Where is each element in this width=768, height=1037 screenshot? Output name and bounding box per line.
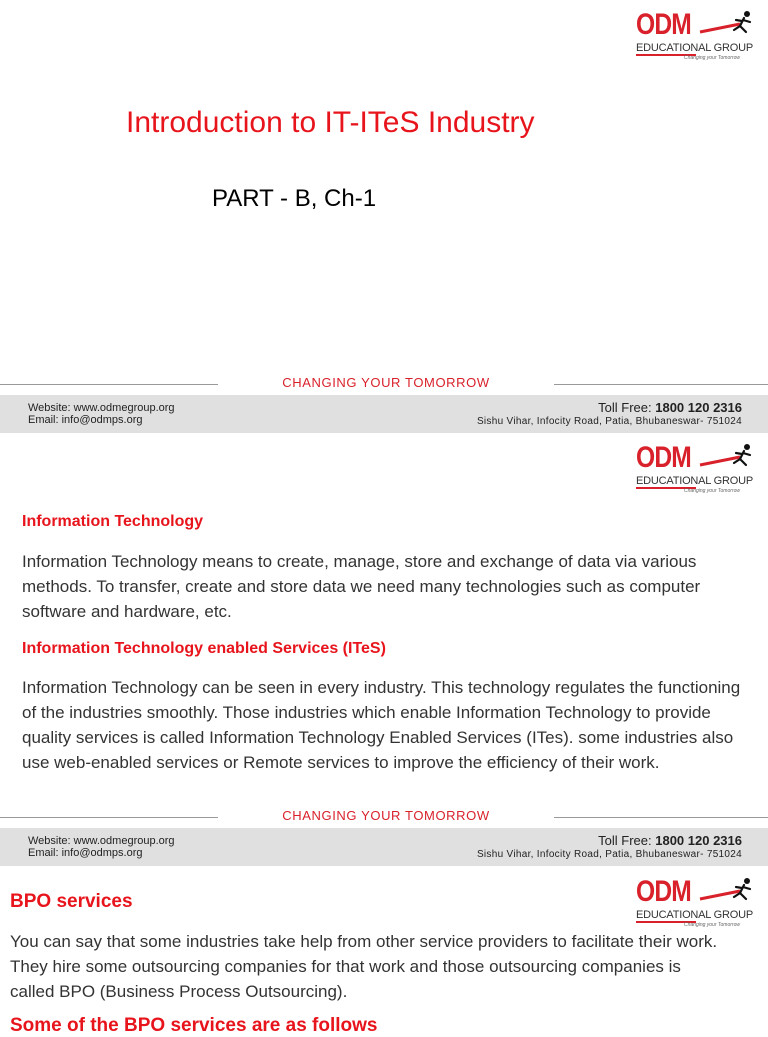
heading-ites: Information Technology enabled Services (ITeS) [22, 640, 386, 657]
slide-footer [0, 375, 768, 433]
footer-email: Email: info@odmps.org [28, 414, 143, 426]
runner-icon [700, 10, 756, 40]
heading-bpo-services-list: Some of the BPO services are as follows [10, 1015, 378, 1036]
logo-brand: ODM [636, 441, 691, 474]
footer-website: Website: www.odmegroup.org [28, 835, 175, 847]
footer-divider [554, 384, 768, 385]
footer-email: Email: info@odmps.org [28, 847, 143, 859]
paragraph-information-technology: Information Technology means to create, manage, store and exchange of data via various methods. To transfer, create and store data we need many technologies such as computer software and hardware, etc. [22, 552, 701, 621]
logo-group: EDUCATIONAL GROUP [636, 909, 754, 921]
slide-information-technology [0, 433, 768, 867]
footer-divider [0, 817, 218, 818]
paragraph-bpo-services: You can say that some industries take help from other service providers to facilitate their work. They hire some outsourcing companies for that work and those outsourcing companies is called BPO (Business Process Outsourcing). [10, 932, 718, 1001]
footer-divider [554, 817, 768, 818]
footer-address: Sishu Vihar, Infocity Road, Patia, Bhubaneswar- 751024 [476, 849, 742, 860]
footer-contact-bar [0, 395, 768, 433]
logo-group: EDUCATIONAL GROUP [636, 42, 754, 54]
footer-tagline: CHANGING YOUR TOMORROW [282, 808, 490, 823]
slide-title-text: Introduction to IT-ITeS Industry [126, 106, 535, 139]
slide-subtitle: PART - B, Ch-1 [212, 185, 377, 212]
logo-group: EDUCATIONAL GROUP [636, 475, 754, 487]
runner-icon [700, 877, 756, 907]
odm-logo [636, 441, 760, 497]
slide-footer [0, 808, 768, 866]
logo-brand: ODM [636, 875, 691, 908]
logo-tagline: Changing your Tomorrow [684, 488, 740, 494]
heading-information-technology: Information Technology [22, 513, 204, 530]
footer-tagline: CHANGING YOUR TOMORROW [282, 375, 490, 390]
heading-bpo-services: BPO services [10, 891, 133, 912]
footer-website: Website: www.odmegroup.org [28, 402, 175, 414]
slide-bpo-services [0, 867, 768, 1036]
footer-contact-bar [0, 828, 768, 866]
footer-toll-label: Toll Free: [598, 400, 652, 415]
footer-toll-label: Toll Free: [598, 833, 652, 848]
paragraph-ites: Information Technology can be seen in every industry. This technology regulates the functioning of the industries smoothly. Those industries which enable Information Technology to provide quality services is called Information Technology Enabled Services (ITes). some industries also use web-enabled services or Remote services to improve the efficiency of their work. [22, 678, 741, 772]
slide-title [0, 0, 768, 433]
footer-divider [0, 384, 218, 385]
footer-toll-number: 1800 120 2316 [655, 833, 742, 848]
runner-icon [700, 443, 756, 473]
logo-brand: ODM [636, 8, 691, 41]
odm-logo [636, 8, 760, 64]
footer-toll-number: 1800 120 2316 [655, 400, 742, 415]
logo-tagline: Changing your Tomorrow [684, 55, 740, 61]
footer-address: Sishu Vihar, Infocity Road, Patia, Bhubaneswar- 751024 [476, 416, 742, 427]
odm-logo [636, 875, 760, 931]
logo-tagline: Changing your Tomorrow [684, 922, 740, 928]
